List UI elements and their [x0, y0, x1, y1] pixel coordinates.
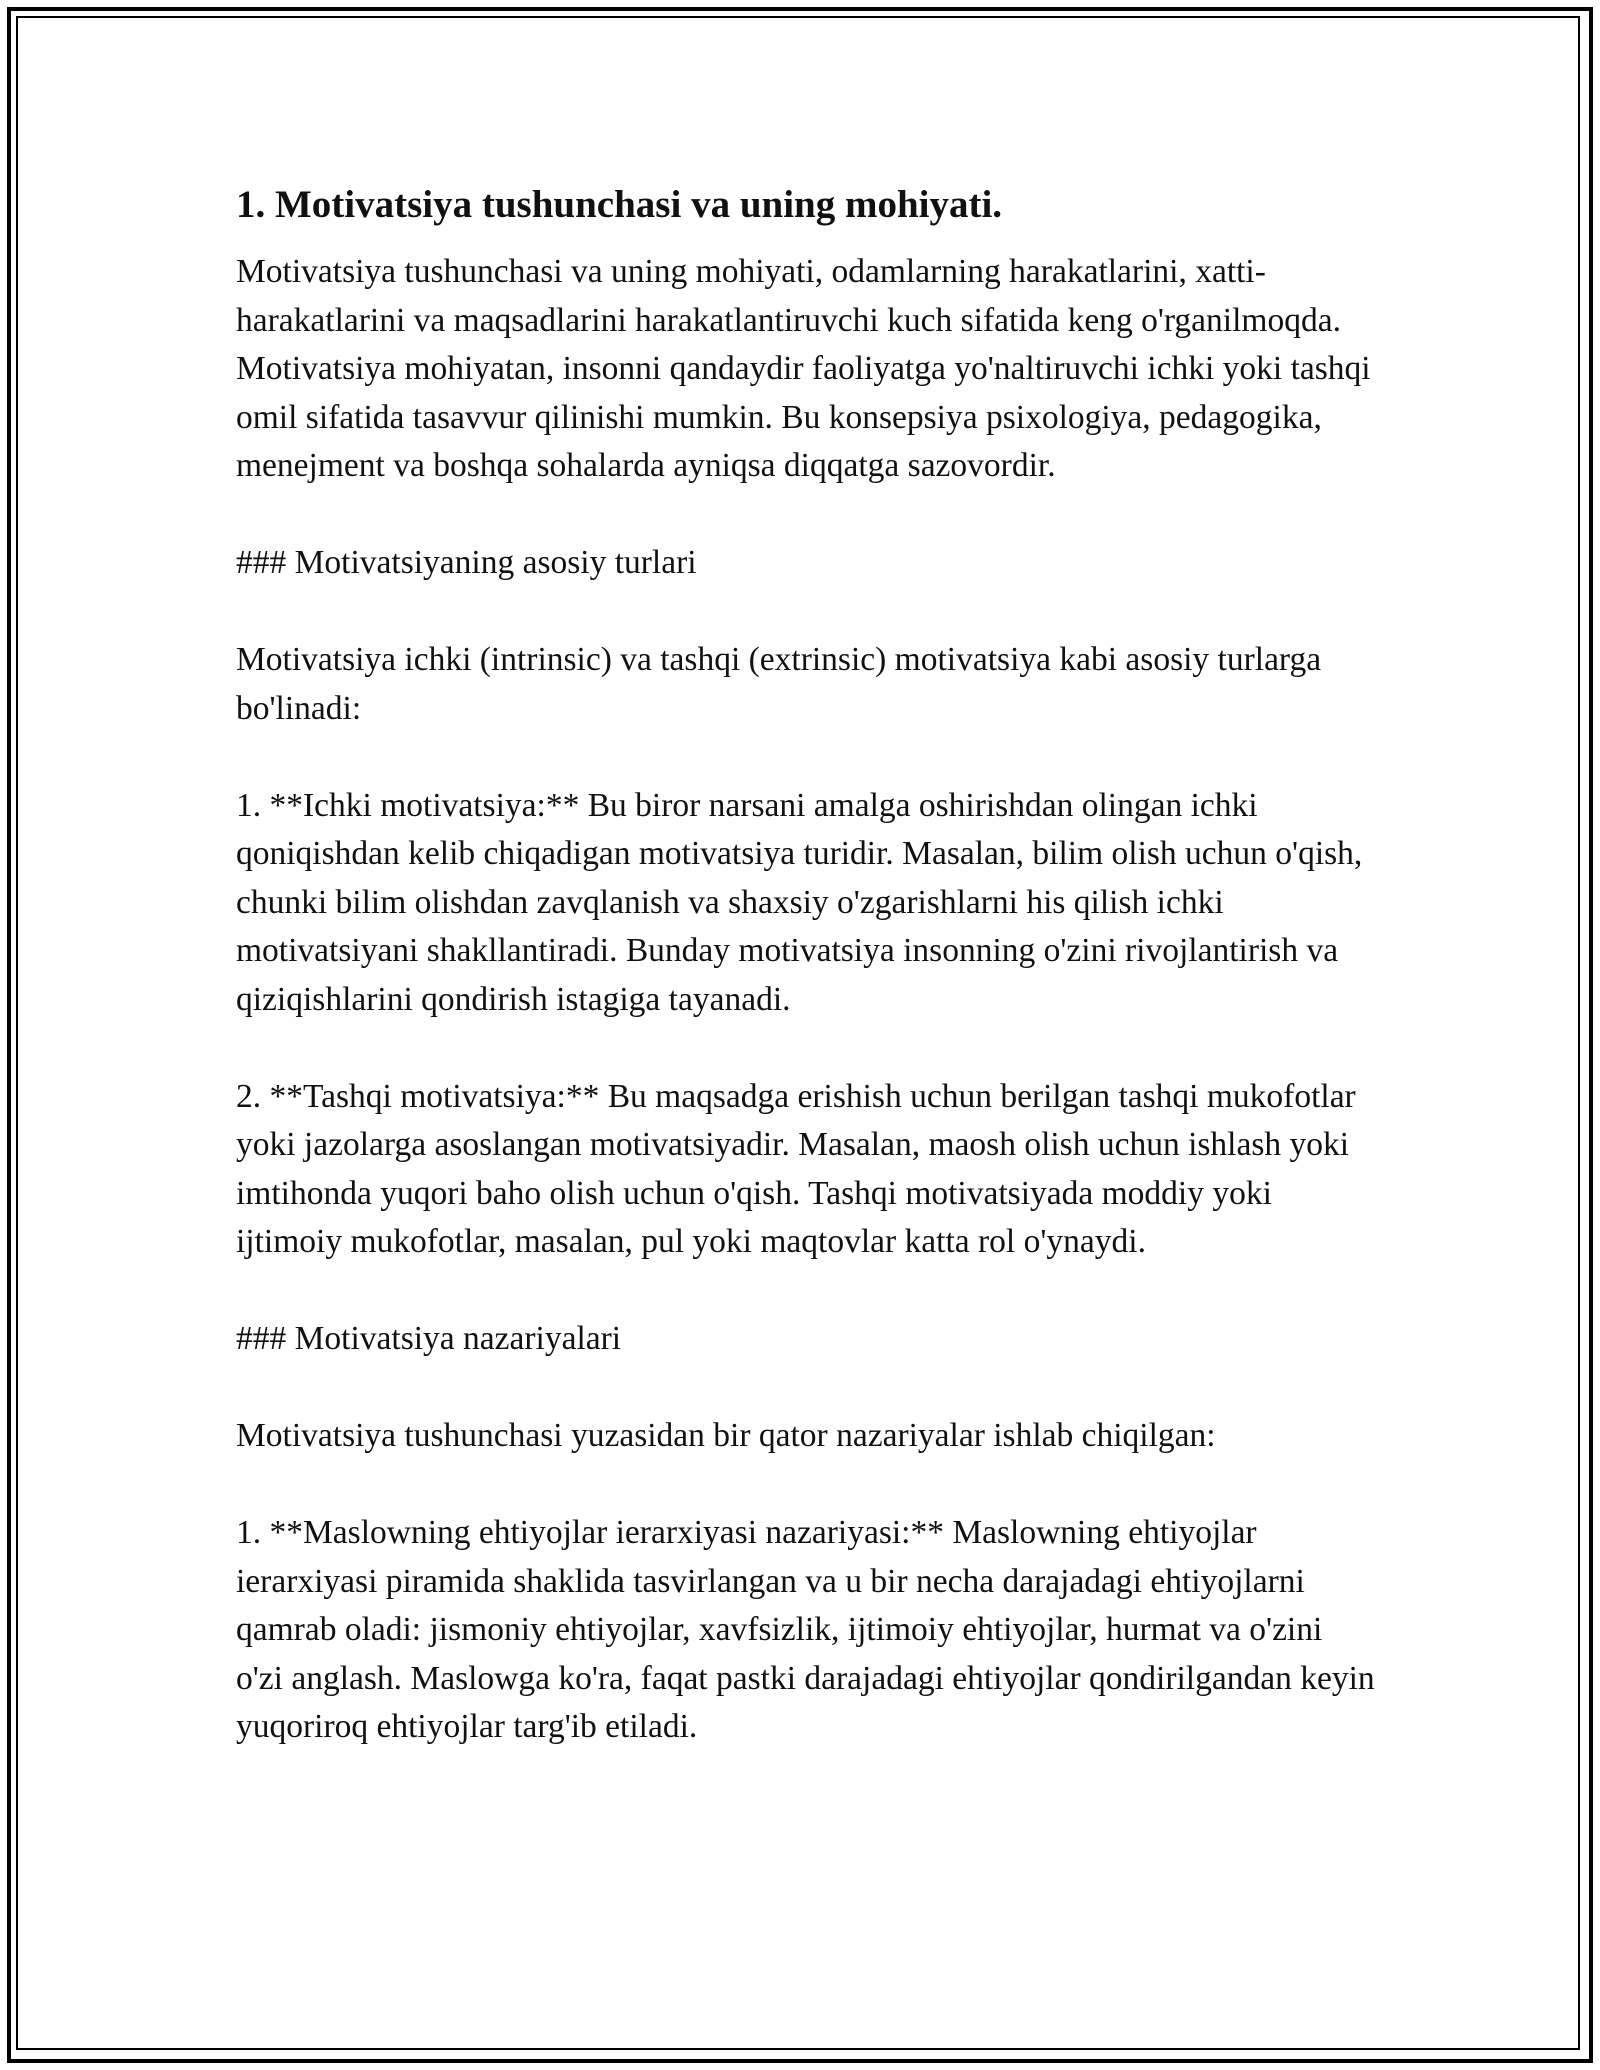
subheading-motivation-types: ### Motivatsiyaning asosiy turlari: [236, 544, 697, 581]
paragraph-intrinsic-motivation: 1. **Ichki motivatsiya:** Bu biror narsani amalga oshirishdan olingan ichki qoniqishdan kelib chiqadigan motivatsiya turidir. Masalan, bilim olish uchun o'qish, chunki bilim olishdan zavqlanish va shaxsiy o'zgarishlarni his qilish ichki motivatsiyani shakllantiradi. Bunday motivatsiya insonning o'zini rivojlantirish va qiziqishlarini qondirish istagiga tayanadi.: [236, 786, 1363, 1018]
subheading-motivation-theories: ### Motivatsiya nazariyalari: [236, 1320, 622, 1357]
paragraph-types-intro: Motivatsiya ichki (intrinsic) va tashqi (extrinsic) motivatsiya kabi asosiy turlarga bo'linadi:: [236, 641, 1322, 727]
paragraph-maslow-theory: 1. **Maslowning ehtiyojlar ierarxiyasi nazariyasi:** Maslowning ehtiyojlar ierarxiyasi piramida shaklida tasvirlangan va u bir necha darajadagi ehtiyojlarni qamrab oladi: jismoniy ehtiyojlar, xavfsizlik, ijtimoiy ehtiyojlar, hurmat va o'zini o'zi anglash. Maslowga ko'ra, faqat pastki darajadagi ehtiyojlar qondirilgandan keyin yuqoriroq ehtiyojlar targ'ib etiladi.: [236, 1514, 1375, 1745]
paragraph-theories-intro: Motivatsiya tushunchasi yuzasidan bir qator nazariyalar ishlab chiqilgan:: [236, 1417, 1216, 1454]
document-body: [236, 178, 1376, 1800]
page-title: 1. Motivatsiya tushunchasi va uning mohiyati.: [236, 183, 1003, 226]
paragraph-extrinsic-motivation: 2. **Tashqi motivatsiya:** Bu maqsadga erishish uchun berilgan tashqi mukofotlar yoki jazolarga asoslangan motivatsiyadir. Masalan, maosh olish uchun ishlash yoki imtihonda yuqori baho olish uchun o'qish. Tashqi motivatsiyada moddiy yoki ijtimoiy mukofotlar, masalan, pul yoki maqtovlar katta rol o'ynaydi.: [236, 1077, 1356, 1260]
paragraph-intro: Motivatsiya tushunchasi va uning mohiyati, odamlarning harakatlarini, xatti-harakatlarini va maqsadlarini harakatlantiruvchi kuch sifatida keng o'rganilmoqda. Motivatsiya mohiyatan, insonni qandaydir faoliyatga yo'naltiruvchi ichki yoki tashqi omil sifatida tasavvur qilinishi mumkin. Bu konsepsiya psixologiya, pedagogika, menejment va boshqa sohalarda ayniqsa diqqatga sazovordir.: [236, 253, 1371, 484]
